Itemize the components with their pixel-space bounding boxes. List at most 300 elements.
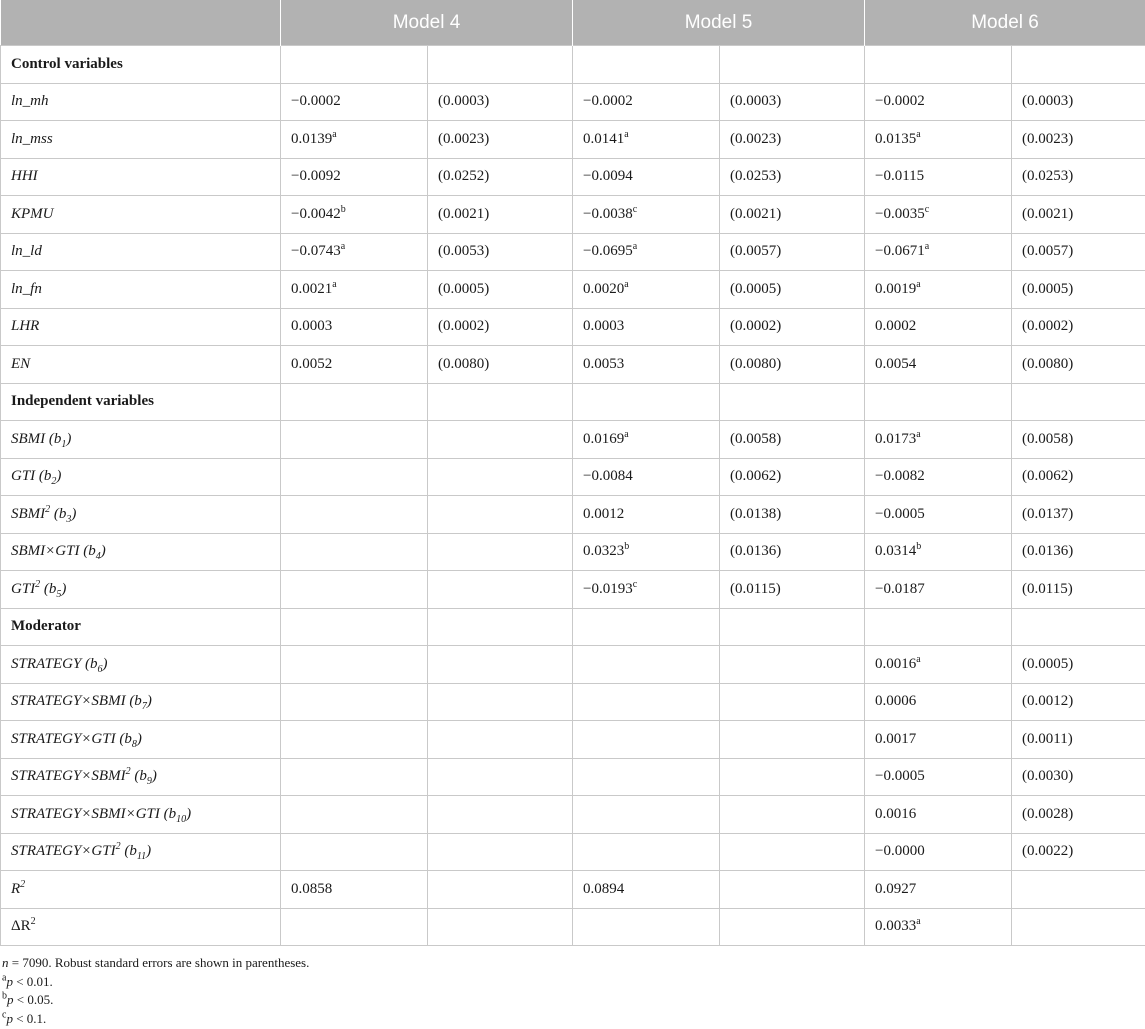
cell-value: (0.0002) <box>1022 318 1074 335</box>
variable-label <box>1 421 281 459</box>
coefficient-cell <box>573 83 720 121</box>
table-row <box>1 683 1145 721</box>
std-error-cell <box>1012 421 1145 459</box>
cell-value: (0.0138) <box>730 505 782 522</box>
coefficient-cell <box>865 833 1012 871</box>
variable-name-suffix: (b <box>50 505 67 522</box>
cell-value: (0.0053) <box>438 243 490 260</box>
coefficient-cell <box>865 233 1012 271</box>
cell-value: (0.0028) <box>1022 805 1074 822</box>
table-row <box>1 758 1145 796</box>
coefficient-cell <box>865 721 1012 759</box>
coefficient-cell <box>865 796 1012 834</box>
cell-value: −0.0187 <box>875 580 925 597</box>
cell-value: (0.0003) <box>730 93 782 110</box>
variable-name: STRATEGY×SBMI×GTI (b <box>11 805 177 822</box>
significance-mark: a <box>624 428 629 440</box>
coefficient-cell <box>573 721 720 759</box>
coefficient-cell <box>865 496 1012 534</box>
coefficient-subscript: 4 <box>95 551 101 563</box>
std-error-cell <box>428 571 573 609</box>
significance-mark: a <box>916 428 921 440</box>
significance-mark: c <box>924 203 930 215</box>
header-model-6: Model 6 <box>865 0 1145 46</box>
variable-label <box>1 758 281 796</box>
cell-value: (0.0253) <box>730 168 782 185</box>
cell-value: −0.0695 <box>583 243 633 260</box>
table-row <box>1 83 1145 121</box>
std-error-cell <box>720 271 865 309</box>
table-row <box>1 871 1145 909</box>
variable-label <box>1 346 281 384</box>
table-row <box>1 233 1145 271</box>
coefficient-cell <box>281 271 428 309</box>
note-p-symbol: p <box>7 992 14 1007</box>
coefficient-cell <box>573 758 720 796</box>
table-row <box>1 496 1145 534</box>
cell-value: −0.0042 <box>291 205 341 222</box>
coefficient-cell <box>281 796 428 834</box>
std-error-cell <box>1012 683 1145 721</box>
variable-name: STRATEGY (b <box>11 655 98 672</box>
coefficient-subscript: 7 <box>141 701 147 713</box>
coefficient-cell <box>865 421 1012 459</box>
coefficient-cell <box>865 458 1012 496</box>
cell-value: 0.0054 <box>875 355 917 372</box>
coefficient-cell <box>281 646 428 684</box>
variable-label <box>1 908 281 946</box>
coefficient-cell <box>573 458 720 496</box>
coefficient-cell <box>573 796 720 834</box>
note-n-text: = 7090. Robust standard errors are shown in parentheses. <box>8 955 310 970</box>
note-sample-size <box>2 954 309 973</box>
cell-value: (0.0057) <box>730 243 782 260</box>
cell-value: −0.0038 <box>583 205 633 222</box>
cell-value: −0.0671 <box>875 243 925 260</box>
significance-mark: a <box>916 653 921 665</box>
empty-cell <box>865 383 1012 421</box>
std-error-cell <box>428 121 573 159</box>
note-n-symbol: n <box>2 955 9 970</box>
significance-mark: a <box>916 278 921 290</box>
cell-value: 0.0019 <box>875 280 917 297</box>
table-row <box>1 908 1145 946</box>
coefficient-cell <box>865 571 1012 609</box>
std-error-cell <box>1012 496 1145 534</box>
cell-value: (0.0030) <box>1022 768 1074 785</box>
std-error-cell <box>428 233 573 271</box>
coefficient-cell <box>281 196 428 234</box>
table-row <box>1 421 1145 459</box>
coefficient-subscript: 11 <box>136 851 147 863</box>
variable-label <box>1 871 281 909</box>
empty-cell <box>1012 608 1145 646</box>
header-model-5: Model 5 <box>573 0 865 46</box>
cell-value: 0.0927 <box>875 880 917 897</box>
std-error-cell <box>428 308 573 346</box>
empty-cell <box>573 46 720 84</box>
std-error-cell <box>428 758 573 796</box>
significance-mark: a <box>624 128 629 140</box>
note-p-symbol: p <box>6 1010 13 1026</box>
std-error-cell <box>1012 346 1145 384</box>
variable-name: GTI (b <box>11 468 52 485</box>
label-close: ) <box>146 843 152 860</box>
coefficient-cell <box>281 533 428 571</box>
coefficient-cell <box>281 158 428 196</box>
section-row <box>1 46 1145 84</box>
significance-mark: a <box>632 241 638 253</box>
cell-value: (0.0058) <box>730 430 782 447</box>
cell-value: 0.0858 <box>291 880 333 897</box>
coefficient-cell <box>573 908 720 946</box>
std-error-cell <box>720 233 865 271</box>
coefficient-subscript: 1 <box>61 438 67 450</box>
empty-cell <box>865 608 1012 646</box>
table-row <box>1 158 1145 196</box>
cell-value: (0.0005) <box>1022 655 1074 672</box>
std-error-cell <box>1012 233 1145 271</box>
std-error-cell <box>428 871 573 909</box>
coefficient-subscript: 6 <box>97 663 103 675</box>
header-blank-cell <box>1 0 281 46</box>
cell-value: 0.0169 <box>583 430 625 447</box>
empty-cell <box>720 383 865 421</box>
cell-value: (0.0080) <box>438 355 490 372</box>
cell-value: −0.0115 <box>875 168 925 185</box>
std-error-cell <box>720 458 865 496</box>
std-error-cell <box>720 833 865 871</box>
cell-value: (0.0252) <box>438 168 490 185</box>
variable-name: STRATEGY×GTI <box>11 843 116 860</box>
cell-value: 0.0323 <box>583 543 625 560</box>
std-error-cell <box>720 796 865 834</box>
variable-label <box>1 533 281 571</box>
significance-mark: a <box>924 241 930 253</box>
significance-mark: b <box>916 541 922 553</box>
cell-value: (0.0011) <box>1022 730 1073 747</box>
empty-cell <box>428 608 573 646</box>
empty-cell <box>1012 383 1145 421</box>
cell-value: −0.0193 <box>583 580 633 597</box>
label-close: ) <box>186 805 192 822</box>
std-error-cell <box>720 646 865 684</box>
cell-value: (0.0005) <box>438 280 490 297</box>
cell-value: 0.0012 <box>583 505 625 522</box>
variable-label <box>1 121 281 159</box>
coefficient-cell <box>573 533 720 571</box>
coefficient-cell <box>281 833 428 871</box>
coefficient-cell <box>281 721 428 759</box>
coefficient-cell <box>865 533 1012 571</box>
cell-value: 0.0021 <box>291 280 333 297</box>
std-error-cell <box>428 421 573 459</box>
empty-cell <box>865 46 1012 84</box>
variable-superscript: 2 <box>20 878 26 890</box>
header-model-4: Model 4 <box>281 0 573 46</box>
cell-value: (0.0003) <box>438 93 490 110</box>
coefficient-cell <box>865 871 1012 909</box>
variable-name: STRATEGY×SBMI <box>11 768 126 785</box>
std-error-cell <box>1012 158 1145 196</box>
coefficient-cell <box>573 121 720 159</box>
coefficient-cell <box>573 833 720 871</box>
std-error-cell <box>1012 308 1145 346</box>
cell-value: (0.0021) <box>1022 205 1074 222</box>
section-row <box>1 383 1145 421</box>
std-error-cell <box>428 346 573 384</box>
std-error-cell <box>720 83 865 121</box>
table-row <box>1 346 1145 384</box>
variable-name: ln_fn <box>11 280 42 297</box>
variable-name: LHR <box>11 318 40 335</box>
cell-value: (0.0136) <box>1022 543 1074 560</box>
std-error-cell <box>1012 533 1145 571</box>
cell-value: −0.0743 <box>291 243 341 260</box>
significance-mark: b <box>624 541 630 553</box>
cell-value: (0.0057) <box>1022 243 1074 260</box>
std-error-cell <box>1012 796 1145 834</box>
std-error-cell <box>428 83 573 121</box>
variable-name: KPMU <box>11 205 54 222</box>
std-error-cell <box>720 758 865 796</box>
variable-label <box>1 233 281 271</box>
cell-value: −0.0084 <box>583 468 633 485</box>
cell-value: (0.0136) <box>730 543 782 560</box>
variable-name: STRATEGY×SBMI (b <box>11 693 142 710</box>
cell-value: (0.0012) <box>1022 693 1074 710</box>
std-error-cell <box>428 533 573 571</box>
cell-value: (0.0115) <box>730 580 781 597</box>
header-row <box>1 0 1145 46</box>
std-error-cell <box>720 871 865 909</box>
cell-value: 0.0141 <box>583 130 625 147</box>
coefficient-cell <box>865 158 1012 196</box>
table-row <box>1 833 1145 871</box>
variable-name: GTI <box>11 580 36 597</box>
coefficient-subscript: 9 <box>146 776 152 788</box>
std-error-cell <box>1012 458 1145 496</box>
std-error-cell <box>720 421 865 459</box>
cell-value: (0.0005) <box>730 280 782 297</box>
variable-label <box>1 271 281 309</box>
cell-value: 0.0052 <box>291 355 333 372</box>
coefficient-cell <box>573 233 720 271</box>
cell-value: (0.0058) <box>1022 430 1074 447</box>
cell-value: (0.0002) <box>438 318 490 335</box>
table-row <box>1 721 1145 759</box>
cell-value: 0.0894 <box>583 880 625 897</box>
table-row <box>1 271 1145 309</box>
cell-value: 0.0016 <box>875 655 917 672</box>
cell-value: (0.0005) <box>1022 280 1074 297</box>
coefficient-cell <box>281 121 428 159</box>
variable-label <box>1 571 281 609</box>
std-error-cell <box>720 533 865 571</box>
variable-name: HHI <box>11 168 38 185</box>
std-error-cell <box>428 646 573 684</box>
label-close: ) <box>136 730 142 747</box>
std-error-cell <box>428 721 573 759</box>
label-close: ) <box>71 505 77 522</box>
empty-cell <box>573 608 720 646</box>
std-error-cell <box>1012 271 1145 309</box>
std-error-cell <box>720 121 865 159</box>
coefficient-cell <box>865 308 1012 346</box>
cell-value: −0.0005 <box>875 768 925 785</box>
table-notes <box>2 954 309 1028</box>
variable-name: STRATEGY×GTI (b <box>11 730 132 747</box>
std-error-cell <box>1012 646 1145 684</box>
variable-superscript: 2 <box>45 503 51 515</box>
coefficient-cell <box>281 458 428 496</box>
std-error-cell <box>428 796 573 834</box>
note-mark: b <box>2 990 7 1002</box>
empty-cell <box>1012 46 1145 84</box>
cell-value: (0.0002) <box>730 318 782 335</box>
std-error-cell <box>428 271 573 309</box>
cell-value: (0.0023) <box>730 130 782 147</box>
significance-mark: a <box>332 128 337 140</box>
variable-name: ln_mss <box>11 130 53 147</box>
label-close: ) <box>56 468 62 485</box>
section-label: Independent variables <box>1 383 281 421</box>
cell-value: (0.0022) <box>1022 843 1074 860</box>
coefficient-cell <box>573 196 720 234</box>
label-close: ) <box>61 580 67 597</box>
coefficient-subscript: 5 <box>56 588 62 600</box>
table-row <box>1 533 1145 571</box>
table-row <box>1 646 1145 684</box>
std-error-cell <box>1012 721 1145 759</box>
cell-value: 0.0033 <box>875 918 917 935</box>
variable-superscript: 2 <box>125 766 131 778</box>
variable-name-suffix: (b <box>120 843 137 860</box>
label-close: ) <box>151 768 157 785</box>
coefficient-cell <box>573 683 720 721</box>
empty-cell <box>281 608 428 646</box>
variable-label <box>1 683 281 721</box>
coefficient-cell <box>865 758 1012 796</box>
cell-value: (0.0062) <box>1022 468 1074 485</box>
variable-name-suffix: (b <box>130 768 147 785</box>
std-error-cell <box>1012 571 1145 609</box>
cell-value: (0.0021) <box>438 205 490 222</box>
cell-value: 0.0173 <box>875 430 917 447</box>
std-error-cell <box>720 158 865 196</box>
coefficient-cell <box>865 121 1012 159</box>
variable-name: SBMI <box>11 505 46 522</box>
table-row <box>1 308 1145 346</box>
std-error-cell <box>428 496 573 534</box>
note-mark: a <box>2 972 7 984</box>
cell-value: −0.0005 <box>875 505 925 522</box>
variable-label <box>1 458 281 496</box>
coefficient-cell <box>573 571 720 609</box>
note-significance-c <box>2 1010 309 1029</box>
label-close: ) <box>100 543 106 560</box>
cell-value: 0.0020 <box>583 280 625 297</box>
variable-label <box>1 158 281 196</box>
variable-name: R <box>11 880 21 897</box>
variable-label <box>1 308 281 346</box>
table-row <box>1 458 1145 496</box>
note-text: < 0.01. <box>12 973 53 989</box>
std-error-cell <box>428 683 573 721</box>
std-error-cell <box>720 496 865 534</box>
empty-cell <box>720 46 865 84</box>
coefficient-cell <box>865 683 1012 721</box>
cell-value: −0.0002 <box>291 93 341 110</box>
table-row <box>1 196 1145 234</box>
empty-cell <box>281 383 428 421</box>
coefficient-cell <box>865 271 1012 309</box>
coefficient-cell <box>281 908 428 946</box>
cell-value: (0.0062) <box>730 468 782 485</box>
label-close: ) <box>102 655 108 672</box>
coefficient-cell <box>573 871 720 909</box>
variable-name: ΔR <box>11 918 31 935</box>
note-significance-b <box>2 991 309 1010</box>
section-label: Control variables <box>1 46 281 84</box>
coefficient-cell <box>865 83 1012 121</box>
coefficient-cell <box>281 233 428 271</box>
note-significance-a <box>2 973 309 992</box>
coefficient-cell <box>281 496 428 534</box>
note-mark: c <box>2 1009 7 1021</box>
coefficient-subscript: 10 <box>176 813 187 825</box>
significance-mark: a <box>340 241 346 253</box>
coefficient-cell <box>573 158 720 196</box>
coefficient-cell <box>865 346 1012 384</box>
coefficient-cell <box>573 346 720 384</box>
cell-value: (0.0080) <box>1022 355 1074 372</box>
coefficient-cell <box>281 346 428 384</box>
std-error-cell <box>1012 121 1145 159</box>
cell-value: (0.0115) <box>1022 580 1073 597</box>
cell-value: (0.0137) <box>1022 505 1074 522</box>
std-error-cell <box>428 158 573 196</box>
variable-label <box>1 196 281 234</box>
cell-value: −0.0002 <box>583 93 633 110</box>
std-error-cell <box>1012 83 1145 121</box>
std-error-cell <box>1012 758 1145 796</box>
note-text: < 0.1. <box>12 1010 47 1026</box>
table-body <box>1 46 1145 946</box>
cell-value: 0.0003 <box>291 318 333 335</box>
cell-value: (0.0003) <box>1022 93 1074 110</box>
table-row <box>1 571 1145 609</box>
coefficient-cell <box>281 683 428 721</box>
cell-value: 0.0017 <box>875 730 917 747</box>
coefficient-cell <box>281 421 428 459</box>
cell-value: 0.0002 <box>875 318 917 335</box>
std-error-cell <box>1012 871 1145 909</box>
std-error-cell <box>720 196 865 234</box>
cell-value: 0.0006 <box>875 693 917 710</box>
variable-label <box>1 646 281 684</box>
empty-cell <box>720 608 865 646</box>
table-row <box>1 796 1145 834</box>
variable-superscript: 2 <box>35 578 41 590</box>
cell-value: (0.0023) <box>1022 130 1074 147</box>
std-error-cell <box>720 721 865 759</box>
std-error-cell <box>428 458 573 496</box>
variable-name: SBMI (b <box>11 430 62 447</box>
coefficient-cell <box>281 758 428 796</box>
cell-value: 0.0003 <box>583 318 625 335</box>
variable-superscript: 2 <box>30 916 36 928</box>
